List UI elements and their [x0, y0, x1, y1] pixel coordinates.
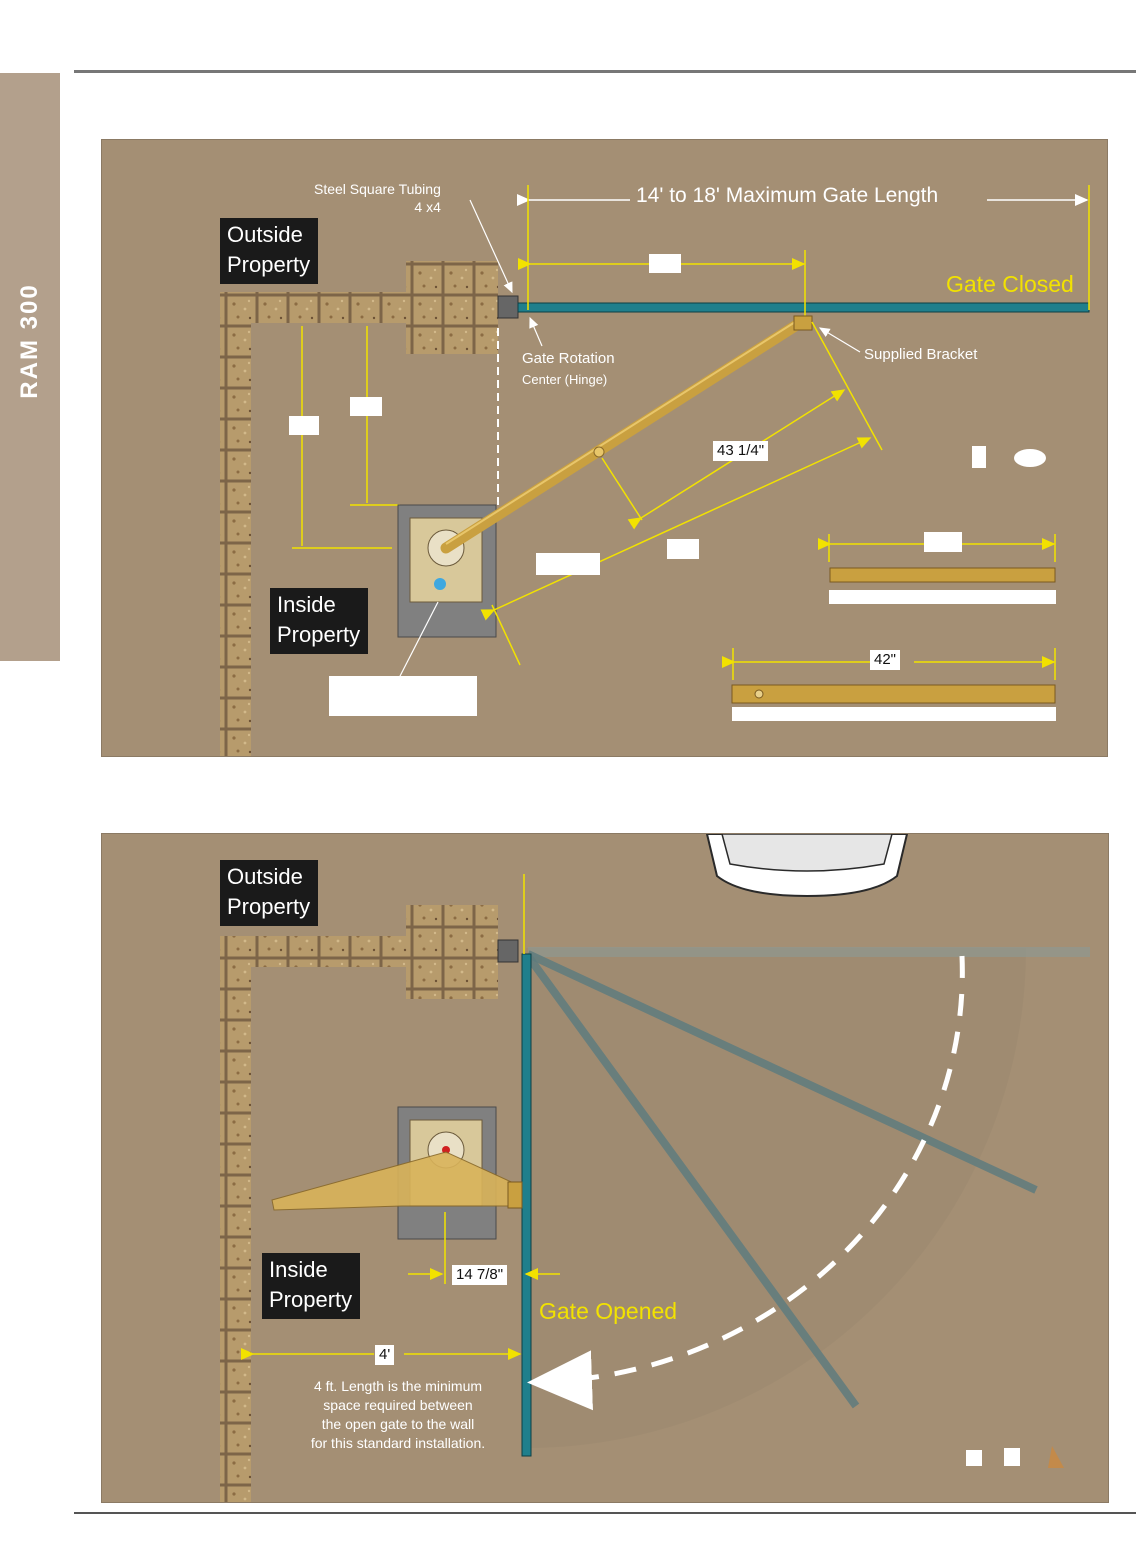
- note-line2: space required between: [323, 1397, 473, 1413]
- tubing-label-line2: 4 x4: [414, 199, 441, 215]
- rotation-label-line2: Center (Hinge): [522, 372, 608, 387]
- wall-distance-note: [278, 1377, 518, 1453]
- note-line1: 4 ft. Length is the minimum: [313, 1378, 483, 1394]
- legend-icon-oval: [1014, 449, 1046, 467]
- arm-dim-chip-blank-a: [536, 553, 600, 575]
- bracket-dim-chip-blank: [649, 254, 681, 273]
- rotation-pointer: [530, 318, 542, 346]
- gate-rotation-label: [522, 348, 615, 390]
- closed-gate-diagram: [101, 139, 1108, 757]
- pillar: [406, 261, 498, 354]
- hinge-post: [498, 940, 518, 962]
- outside-property-label: [220, 860, 318, 926]
- legend-icon-square: [966, 1450, 982, 1466]
- operator-arm-edge: [446, 317, 803, 544]
- dim-long-chip-blank: [289, 416, 319, 435]
- max-gate-length-label: 14' to 18' Maximum Gate Length: [636, 184, 939, 207]
- inside-property-label: [270, 588, 368, 654]
- car-windshield: [722, 834, 892, 871]
- arm-part-1-chip-blank: [924, 532, 962, 552]
- legend-icon-square-2: [1004, 1448, 1020, 1466]
- top-rule: [74, 70, 1136, 73]
- operator-arm: [446, 321, 803, 548]
- supplied-bracket-label: Supplied Bracket: [864, 346, 978, 363]
- outside-property-label: [220, 218, 318, 284]
- dim-short-chip-blank: [350, 397, 382, 416]
- arm-joint: [594, 447, 604, 457]
- wall-vertical: [220, 292, 251, 756]
- swing-area: [526, 948, 1026, 1448]
- open-gate-drawing: [102, 834, 1108, 1502]
- wall-distance-chip: 4': [375, 1345, 394, 1365]
- pillar: [406, 905, 498, 999]
- gate-closed-label: Gate Closed: [946, 271, 1074, 297]
- rotation-label-line1: Gate Rotation: [522, 350, 615, 367]
- note-line4: for this standard installation.: [310, 1435, 486, 1451]
- side-tab: [0, 73, 60, 661]
- inside-label-line2: Property: [277, 622, 361, 647]
- tubing-label: [314, 180, 441, 216]
- gate-bar-open: [522, 954, 531, 1456]
- arm-dim-chip-blank-b: [667, 539, 699, 559]
- inside-label-line1: Inside: [269, 1257, 328, 1282]
- operator-sensor: [434, 578, 446, 590]
- inside-property-label: [262, 1253, 360, 1319]
- offset-chip: 14 7/8": [452, 1265, 507, 1285]
- arm-bracket: [508, 1182, 522, 1208]
- gate-bar: [518, 303, 1089, 312]
- legend-icon-square: [972, 446, 986, 468]
- outside-label-line2: Property: [227, 894, 311, 919]
- open-gate-diagram: [101, 833, 1109, 1503]
- arm-dim-tick-a: [602, 458, 642, 520]
- arm-42-chip: 42": [870, 650, 900, 670]
- inside-label-line2: Property: [269, 1287, 353, 1312]
- tubing-label-line1: Steel Square Tubing: [314, 181, 441, 197]
- wall-vertical: [220, 936, 251, 1502]
- outside-label-line1: Outside: [227, 864, 303, 889]
- side-tab-label: RAM 300: [16, 283, 43, 399]
- legend-icon-triangle: [1048, 1446, 1064, 1468]
- arm-part-2: [732, 685, 1055, 703]
- supplied-bracket: [794, 316, 812, 330]
- arm-length-chip: 43 1/4": [713, 441, 768, 461]
- outside-label-line2: Property: [227, 252, 311, 277]
- inside-label-line1: Inside: [277, 592, 336, 617]
- arm-part-2-caption-blank: [732, 707, 1056, 721]
- note-line3: the open gate to the wall: [321, 1416, 475, 1432]
- arm-part-2-hole: [755, 690, 763, 698]
- arm-dim-line-outer: [494, 438, 870, 610]
- outside-label-line1: Outside: [227, 222, 303, 247]
- hinge-post: [498, 296, 518, 318]
- arm-dim-tick-b: [812, 322, 882, 450]
- arm-part-1-caption-blank: [829, 590, 1056, 604]
- operator-caption-blank: [329, 676, 477, 716]
- bottom-rule: [74, 1512, 1136, 1514]
- gate-opened-label: Gate Opened: [539, 1298, 678, 1324]
- arm-part-1: [830, 568, 1055, 582]
